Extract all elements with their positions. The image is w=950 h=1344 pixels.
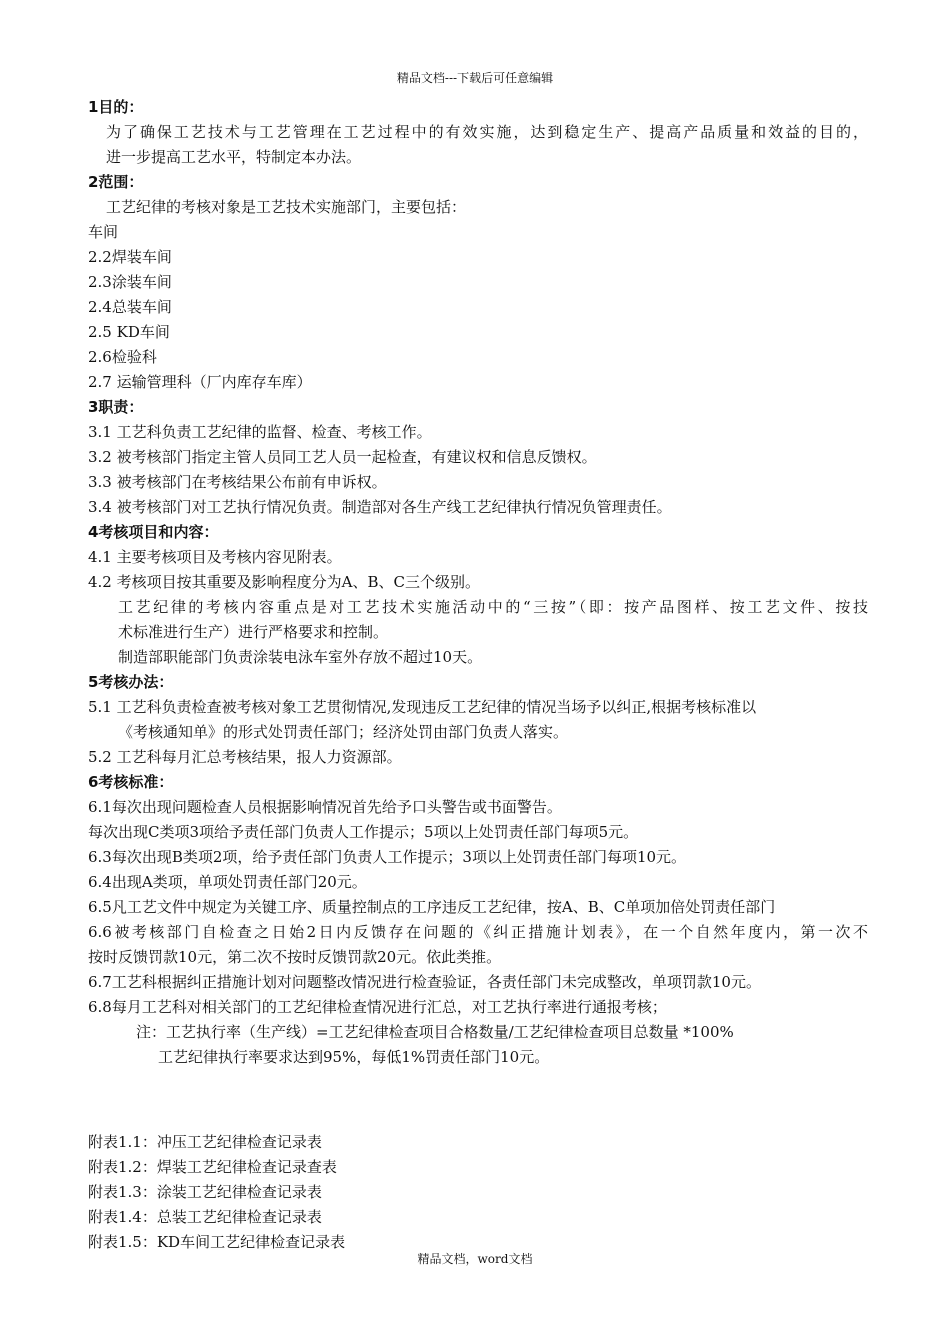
section-1-title: 1目的： (88, 98, 144, 116)
standard-item-continued: 按时反馈罚款10元，第二次不按时反馈罚款20元。依此类推。 (88, 948, 502, 966)
standard-item: 6.5凡工艺文件中规定为关键工序、质量控制点的工序违反工艺纪律，按A、B、C单项加倍处罚责任部门 (88, 898, 776, 916)
scope-item: 2.4总装车间 (88, 298, 172, 316)
section-1-paragraph: 进一步提高工艺水平，特制定本办法。 (106, 148, 362, 166)
method-item-continued: 《考核通知单》的形式处罚责任部门；经济处罚由部门负责人落实。 (118, 723, 569, 741)
scope-item: 2.7 运输管理科（厂内库存车库） (88, 373, 312, 391)
duty-item: 3.4 被考核部门对工艺执行情况负责。制造部对各生产线工艺纪律执行情况负管理责任。 (88, 498, 672, 516)
standard-item: 6.1每次出现问题检查人员根据影响情况首先给予口头警告或书面警告。 (88, 798, 562, 816)
scope-item: 2.6检验科 (88, 348, 157, 366)
page-footer: 精品文档，word文档 (417, 1252, 533, 1266)
section-6-title: 6考核标准： (88, 773, 174, 791)
assessment-item: 4.2 考核项目按其重要及影响程度分为A、B、C三个级别。 (88, 573, 480, 591)
assessment-paragraph: 制造部职能部门负责涂装电泳车室外存放不超过10天。 (118, 648, 483, 666)
standard-item: 6.8每月工艺科对相关部门的工艺纪律检查情况进行汇总，对工艺执行率进行通报考核； (88, 998, 667, 1016)
appendix-item: 附表1.2：焊装工艺纪律检查记录查表 (88, 1158, 337, 1176)
standard-item: 6.4出现A类项，单项处罚责任部门20元。 (88, 873, 367, 891)
scope-item: 2.2焊装车间 (88, 248, 172, 266)
formula-note: 注：工艺执行率（生产线）=工艺纪律检查项目合格数量/工艺纪律检查项目总数量 *100% (136, 1023, 734, 1041)
appendix-item: 附表1.3：涂装工艺纪律检查记录表 (88, 1183, 322, 1201)
section-3-title: 3职责： (88, 398, 144, 416)
section-4-title: 4考核项目和内容： (88, 523, 219, 541)
standard-item: 6.6被考核部门自检查之日始2日内反馈存在问题的《纠正措施计划表》，在一个自然年度内，第一次不 (88, 923, 868, 941)
duty-item: 3.1 工艺科负责工艺纪律的监督、检查、考核工作。 (88, 423, 432, 441)
duty-item: 3.3 被考核部门在考核结果公布前有申诉权。 (88, 473, 387, 491)
standard-item: 每次出现C类项3项给予责任部门负责人工作提示；5项以上处罚责任部门每项5元。 (88, 823, 639, 841)
assessment-paragraph: 工艺纪律的考核内容重点是对工艺技术实施活动中的“三按”（即：按产品图样、按工艺文件、按技 (118, 598, 868, 616)
method-item: 5.1 工艺科负责检查被考核对象工艺贯彻情况,发现违反工艺纪律的情况当场予以纠正,根据考核标准以 (88, 698, 757, 716)
scope-item: 2.3涂装车间 (88, 273, 172, 291)
scope-item: 2.5 KD车间 (88, 323, 170, 341)
formula-note-requirement: 工艺纪律执行率要求达到95%，每低1%罚责任部门10元。 (158, 1048, 550, 1066)
page-header: 精品文档---下载后可任意编辑 (396, 71, 554, 85)
method-item: 5.2 工艺科每月汇总考核结果，报人力资源部。 (88, 748, 402, 766)
spacer (88, 1070, 868, 1130)
document-body (88, 95, 868, 1255)
assessment-paragraph: 术标准进行生产）进行严格要求和控制。 (118, 623, 389, 641)
duty-item: 3.2 被考核部门指定主管人员同工艺人员一起检查，有建议权和信息反馈权。 (88, 448, 597, 466)
standard-item: 6.7工艺科根据纠正措施计划对问题整改情况进行检查验证，各责任部门未完成整改，单项罚款10元。 (88, 973, 761, 991)
section-2-intro: 工艺纪律的考核对象是工艺技术实施部门，主要包括： (106, 198, 467, 216)
scope-item: 车间 (88, 223, 119, 241)
section-1-paragraph: 为了确保工艺技术与工艺管理在工艺过程中的有效实施，达到稳定生产、提高产品质量和效益的目的， (106, 123, 868, 141)
appendix-item: 附表1.1：冲压工艺纪律检查记录表 (88, 1133, 322, 1151)
section-2-title: 2范围： (88, 173, 144, 191)
section-5-title: 5考核办法： (88, 673, 174, 691)
appendix-item: 附表1.4：总装工艺纪律检查记录表 (88, 1208, 322, 1226)
assessment-item: 4.1 主要考核项目及考核内容见附表。 (88, 548, 342, 566)
standard-item: 6.3每次出现B类项2项，给予责任部门负责人工作提示；3项以上处罚责任部门每项10元。 (88, 848, 687, 866)
appendix-item: 附表1.5：KD车间工艺纪律检查记录表 (88, 1233, 346, 1251)
